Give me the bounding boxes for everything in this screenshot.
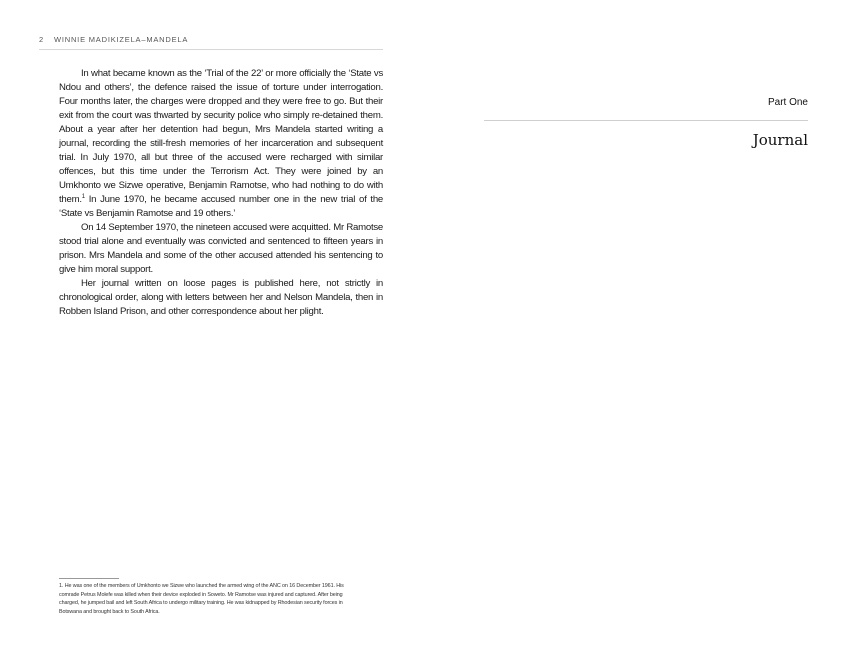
chapter-title: Journal bbox=[752, 131, 808, 149]
body-text bbox=[59, 67, 383, 319]
running-head-rule bbox=[39, 49, 383, 50]
footnote-number: 1. bbox=[59, 583, 64, 589]
footnote-rule bbox=[59, 578, 119, 579]
part-label: Part One bbox=[767, 97, 808, 108]
paragraph-2: On 14 September 1970, the nineteen accused were acquitted. Mr Ramotse stood trial alone and eventually was convicted and sentenced to fifteen years in prison. Mrs Mandela and some of the other accused attended his sentencing to give him moral support. bbox=[59, 222, 383, 275]
paragraph-1-text: In what became known as the ‘Trial of the 22’ or more officially the ‘State vs Ndou and others’, the defence raised the issue of torture under interrogation. Four months later, the charges were dropped and they were free to go. But their exit from the court was thwarted by security police who simply re-detained them. About a year after her detention had begun, Mrs Mandela started writing a journal, recording the still-fresh memories of her incarceration and subsequent trial. In July 1970, all but three of the accused were recharged with similar offences, but this time under the Terrorism Act. They were joined by an Umkhonto we Sizwe operative, Benjamin Ramotse, who had nothing to do with them. bbox=[59, 68, 383, 205]
footnote-ref[interactable]: 1 bbox=[81, 193, 85, 200]
footnote-text: He was one of the members of Umkhonto we Sizwe who launched the armed wing of the ANC on 16 December 1961. His comrade Petrus Molefe was killed when their device exploded in Soweto. Mr Ramotse was injured and captured. After being charged, he jumped bail and left South Africa to undergo military training. He was kidnapped by Rhodesian security forces in Botswana and brought back to South Africa. bbox=[59, 583, 344, 615]
running-head bbox=[39, 35, 383, 44]
footnote bbox=[59, 582, 359, 616]
part-rule bbox=[484, 120, 808, 121]
paragraph-3: Her journal written on loose pages is published here, not strictly in chronological order, along with letters between her and Nelson Mandela, then in Robben Island Prison, and other correspondence about her plight. bbox=[59, 278, 383, 317]
paragraph-1 bbox=[59, 67, 383, 221]
page-number: 2 bbox=[39, 35, 44, 44]
right-page bbox=[434, 0, 868, 664]
running-head-title: WINNIE MADIKIZELA–MANDELA bbox=[53, 35, 189, 44]
paragraph-1-text-cont: In June 1970, he became accused number one in the new trial of the ‘State vs Benjamin Ramotse and 19 others.’ bbox=[59, 194, 383, 219]
